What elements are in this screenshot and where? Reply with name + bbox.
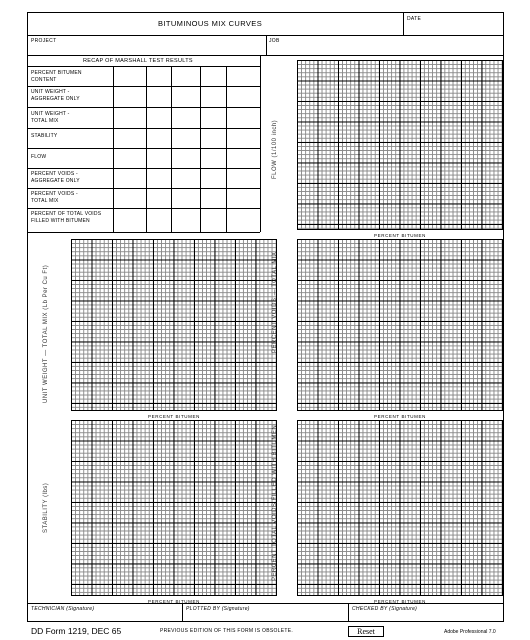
job-field[interactable] — [268, 43, 502, 54]
recap-right-border — [260, 56, 261, 232]
technician-signature-field[interactable] — [30, 611, 180, 621]
voids-total-chart-ylabel: PERCENT VOIDS — TOTAL MIX — [272, 251, 278, 353]
software-version: Adobe Professional 7.0 — [444, 629, 496, 635]
flow-chart-xlabel: PERCENT BITUMEN — [374, 233, 426, 238]
unit-weight-chart-ylabel: UNIT WEIGHT — TOTAL MIX (Lb Per Cu Ft) — [43, 264, 49, 403]
project-label: PROJECT — [31, 38, 57, 44]
recap-row-label: STABILITY — [31, 133, 58, 139]
recap-table — [28, 56, 260, 232]
recap-row-divider — [28, 86, 260, 87]
recap-row-label: UNIT WEIGHT - AGGREGATE ONLY — [31, 89, 80, 102]
recap-row-label: FLOW — [31, 154, 47, 160]
project-job-divider — [266, 35, 267, 55]
voids-total-chart-xlabel: PERCENT BITUMEN — [374, 414, 426, 419]
date-label: DATE — [407, 16, 422, 22]
unit-weight-chart-xlabel: PERCENT BITUMEN — [148, 414, 200, 419]
checked-by-signature-field[interactable] — [350, 611, 502, 621]
date-field[interactable] — [404, 21, 504, 34]
recap-row-label: UNIT WEIGHT - TOTAL MIX — [31, 111, 70, 124]
job-label: JOB — [269, 38, 280, 44]
technician-label: TECHNICIAN (Signature) — [31, 606, 95, 612]
reset-button[interactable]: Reset — [348, 626, 384, 637]
signature-divider — [182, 603, 183, 622]
recap-row-label: PERCENT OF TOTAL VOIDS FILLED WITH BITUMEN — [31, 211, 102, 224]
checked-by-label: CHECKED BY (Signature) — [352, 606, 418, 612]
form-frame — [27, 12, 504, 622]
signature-row-top — [28, 603, 503, 604]
signature-divider — [348, 603, 349, 622]
recap-row-divider — [28, 107, 260, 108]
voids-filled-chart-ylabel: PERCENT TOTAL VOIDS FILLED WITH BITUMEN — [272, 424, 278, 581]
recap-row-label: PERCENT VOIDS - AGGREGATE ONLY — [31, 171, 80, 184]
recap-row-label: PERCENT VOIDS - TOTAL MIX — [31, 191, 78, 204]
stability-chart-xlabel: PERCENT BITUMEN — [148, 599, 200, 604]
voids-filled-chart-grid[interactable] — [297, 420, 503, 596]
voids-total-chart-grid[interactable] — [297, 239, 503, 411]
recap-table-bottom — [28, 232, 260, 233]
recap-row-divider — [28, 168, 260, 169]
recap-row-divider — [28, 148, 260, 149]
stability-chart-grid[interactable] — [71, 420, 277, 596]
voids-filled-chart-xlabel: PERCENT BITUMEN — [374, 599, 426, 604]
project-field[interactable] — [30, 43, 264, 54]
unit-weight-chart-grid[interactable] — [71, 239, 277, 411]
form-title: BITUMINOUS MIX CURVES — [158, 19, 263, 28]
stability-chart-ylabel: STABILITY (lbs) — [43, 482, 49, 533]
flow-chart-ylabel: FLOW (1/100 inch) — [272, 119, 278, 179]
plotted-by-signature-field[interactable] — [184, 611, 346, 621]
recap-row-divider — [28, 208, 260, 209]
recap-row-divider — [28, 128, 260, 129]
recap-title: RECAP OF MARSHALL TEST RESULTS — [83, 58, 193, 64]
plotted-by-label: PLOTTED BY (Signature) — [186, 606, 250, 612]
flow-chart-grid[interactable] — [297, 60, 503, 230]
recap-row-divider — [28, 188, 260, 189]
form-number: DD Form 1219, DEC 65 — [31, 626, 122, 636]
recap-row-label: PERCENT BITUMEN CONTENT — [31, 70, 82, 83]
previous-edition-notice: PREVIOUS EDITION OF THIS FORM IS OBSOLETE. — [160, 628, 294, 634]
